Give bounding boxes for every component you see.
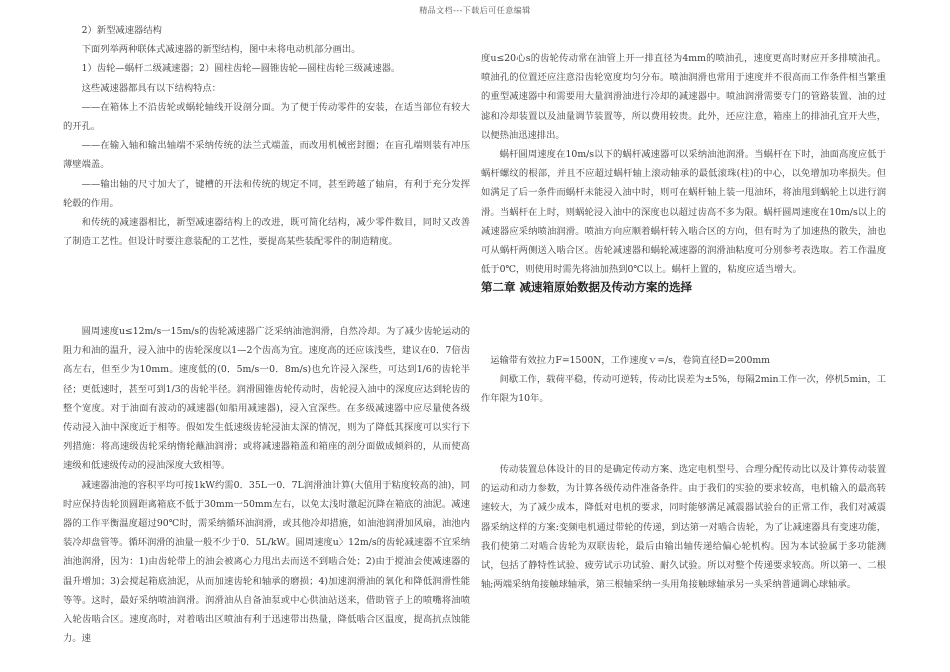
paragraph: 传动装置总体设计的目的是确定传动方案、选定电机型号、合理分配传动比以及计算传动装置的运动和动力参数，为计算各级传动件准备条件。由于我们的实验的要求较高，电机输入的最高转速较大，为了减少成本，降低对电机的要求，同时能够满足减震器试验台的正常工作，我们对减震器采纳这样的方案:变频电机通过带轮的传递，到达第一对啮合齿轮，为了让减速器具有变速功能，我们使第二对啮合齿轮为双联齿轮，最后由输出轴传递给偏心轮机构。因为本试验属于多功能测试，包括了静特性试验、疲劳试示功试验、耐久试验。所以对整个传递要求较高。所以第一、二根轴;两端采纳角接触球轴承，第三根轴采纳一头用角接触球轴承另一头采纳普通调心球轴承。 <box>481 464 886 591</box>
paragraph: 减速器油池的容积平均可按1kW约需0．35L一0．7L润滑油计算(大值用于粘度较高的油)，同时应保持齿轮顶圆距离箱底不低于30mm一50mm左右，以免太浅时激起沉降在箱底的油泥。减速器的工作平衡温度超过90℃时，需采纳循环油润滑，或其他冷却措施，如油池润滑加风扇，油池内装冷却盘管等。循环润滑的油量一般不少于0．5L/kW。圆周速度u〉12m/s的齿轮减速器不宜采纳油池润滑，因为：1)由齿轮带上的油会被离心力甩出去而送不到啮合处；2)由于搅油会使减速器的温升增加；3)会搅起箱底油泥，从而加速齿轮和轴承的磨损；4)加速润滑油的氧化和降低润滑性能等等。这时，最好采纳喷油润滑。润滑油从自备油泵或中心供油站送来，借助管子上的喷嘴将油喷入轮齿啮合区。速度高时，对着啮出区喷油有利于迅速带出热量，降低啮合区温度，提高抗点蚀能力。速 <box>63 479 470 645</box>
paragraph: 度u≤20心s的齿轮传动常在油管上开一排直径为4mm的喷油孔，速度更高时财应开多排喷油孔。喷油孔的位置还应注意沿齿轮宽度均匀分布。喷油润滑也常用于速度并不很高而工作条件相当繁重的重型减速器中和需要用大量润滑油进行冷却的减速器中。喷油润滑需要专门的管路装置、油的过滤和冷却装置以及油量调节装置等，所以费用较贵。此外，还应注意，箱座上的排油孔宜开大些，以便热油迅速排出。 <box>481 53 886 141</box>
left-bottom-block <box>63 322 470 648</box>
paragraph: 下面列举两种联体式减速器的新型结构，图中未将电动机部分画出。 <box>81 44 361 56</box>
paragraph: 蜗杆圆周速度在10m/s以下的蜗杆减速器可以采纳油池润滑。当蜗杆在下时，油面高度应低于蜗杆螺纹的根部，并且不应超过蜗杆轴上滚动轴承的最低滚珠(柱)的中心，以免增加功率损失。但如满足了后一条件而蜗杆未能浸入油中时，则可在蜗杆轴上装一甩油环，将油甩到蜗轮上以进行润滑。当蜗杆在上时，则蜗轮浸入油中的深度也以超过齿高不多为限。蜗杆圆周速度在10m/s以上的减速器应采纳喷油润滑。喷油方向应顺着蜗杆转入啮合区的方向，但有时为了加速热的散失，油也可从蜗杆两侧送入啮合区。齿轮减速器和蜗轮减速器的润滑油粘度可分别参考表选取。若工作温度低于0℃，则使用时需先将油加热到0℃以上。蜗杆上置的，粘度应适当增大。 <box>481 149 886 276</box>
chapter-block <box>481 278 886 297</box>
paragraph: 1）齿轮—蜗杆二级减速器；2）圆柱齿轮—圆锥齿轮—圆柱齿轮三级减速器。 <box>81 63 401 75</box>
paragraph: ——在输入轴和输出轴端不采纳传统的法兰式端盖，而改用机械密封圈；在盲孔端则装有冲压薄壁端盖。 <box>63 140 470 171</box>
chapter-title: 第二章 减速箱原始数据及传动方案的选择 <box>481 280 693 294</box>
right-bottom-block <box>481 460 886 594</box>
left-top-block <box>63 21 470 251</box>
right-mid-block <box>481 351 886 409</box>
paragraph: 2）新型减速器结构 <box>81 25 162 36</box>
page-header: 精品文档---下载后可任意编辑 <box>419 6 531 15</box>
paragraph: 和传统的减速器相比，新型减速器结构上的改进，既可简化结构，减少零件数目，同时又改善了制造工艺性。但设计时要注意装配的工艺性，要提高某些装配零件的制造精度。 <box>63 217 470 248</box>
paragraph: ——输出轴的尺寸加大了，键槽的开法和传统的规定不同，甚至跨越了轴肩，有利于充分发挥轮毂的作用。 <box>63 178 470 209</box>
paragraph: ——在箱体上不沿齿轮或蜗轮轴线开设剖分面。为了便于传动零件的安装，在适当部位有较大的开孔。 <box>63 101 470 133</box>
paragraph: 圆周速度u≤12m/s一15m/s的齿轮减速器广泛采纳油池润滑，自然冷却。为了减少齿轮运动的阻力和油的温升，浸入油中的齿轮深度以1—2个齿高为宜。速度高的还应该浅些，建议在0．7倍齿高左右，但至少为10mm。速度低的(0．5m/s一0．8m/s)也允许浸入深些，可达到1/6的齿轮半径；更低速时，甚至可到1/3的齿轮半径。润滑圆锥齿轮传动时，齿轮浸入油中的深度应达到轮齿的整个宽度。对于油面有波动的减速器(如船用减速器)，浸入宜深些。在多级减速器中应尽量使各级传动浸入油中深度近于相等。假如发生低速级齿轮浸油太深的情况，则为了降低其探度可以实行下列措施：将高速级齿轮采纳惰轮蘸油润滑；或将减速器箱盖和箱座的剖分面做成倾斜的，从而使高速级和低速级传动的浸油深度大致相等。 <box>63 326 470 472</box>
paragraph: 这些减速器都具有以下结构特点： <box>81 82 222 94</box>
right-top-block <box>481 49 886 279</box>
paragraph: 运输带有效拉力F=1500N，工作速度ｖ=/s，卷筒直径D=200mm <box>490 355 770 366</box>
paragraph: 间歇工作，载荷平稳，传动可逆转，传动比误差为±5%，每隔2min工作一次，停机5min，工作年限为10年。 <box>481 374 886 405</box>
